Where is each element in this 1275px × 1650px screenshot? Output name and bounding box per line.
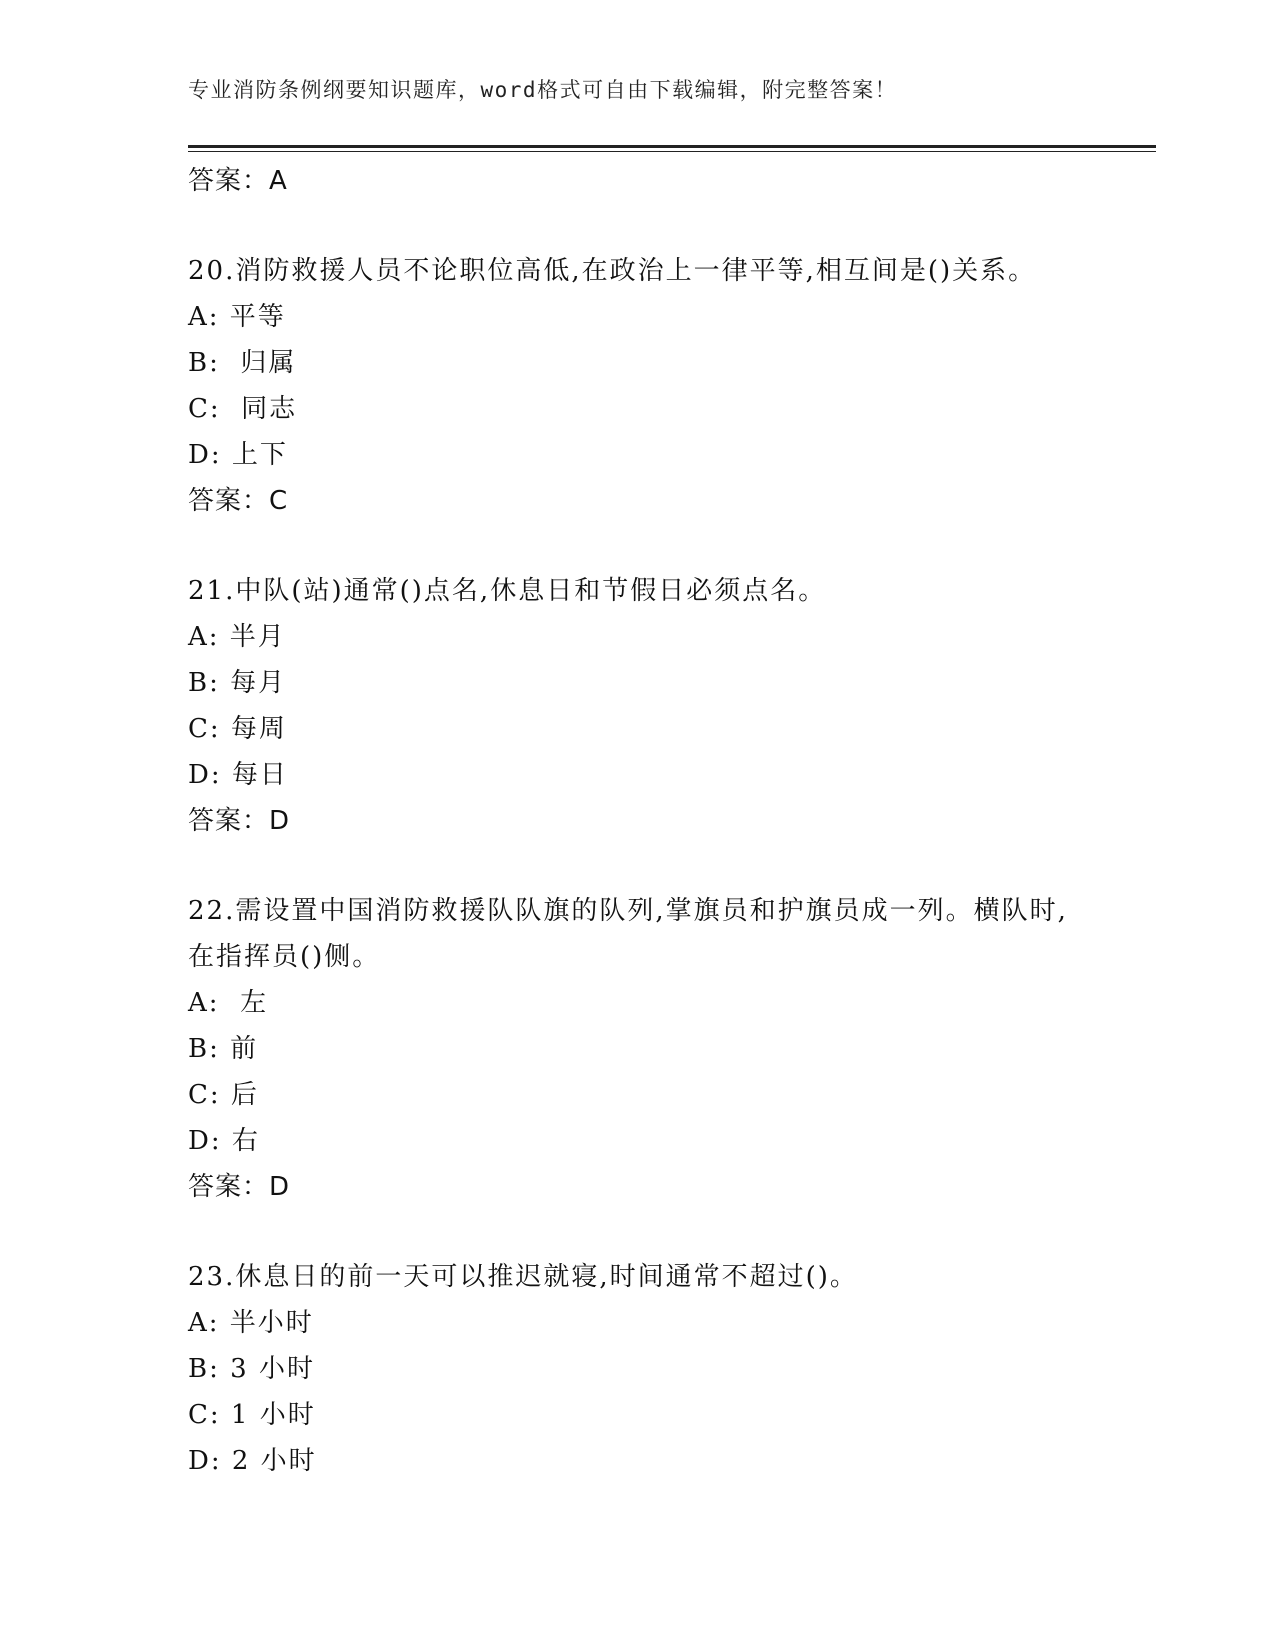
option-a: A: 半小时 [188,1308,314,1338]
option-c: C: 每周 [188,714,287,744]
header-rule-thick [188,145,1156,148]
option-a: A: 平等 [188,302,286,332]
option-d: D: 上下 [188,440,288,470]
question-block-20 [188,248,1156,524]
answer-line: 答案：C [188,486,289,516]
question-list [188,158,1156,1484]
option-b: B: 前 [188,1034,259,1064]
option-a: A: 左 [188,988,269,1018]
question-text: 21.中队(站)通常()点名,休息日和节假日必须点名。 [188,576,827,606]
option-d: D: 2 小时 [188,1446,317,1476]
option-a: A: 半月 [188,622,286,652]
option-d: D: 每日 [188,760,288,790]
question-text: 22.需设置中国消防救援队队旗的队列,掌旗员和护旗员成一列。横队时,在指挥员()侧。 [188,896,1068,972]
option-c: C: 后 [188,1080,259,1110]
option-b: B: 每月 [188,668,287,698]
answer-line: 答案：A [188,166,288,196]
header-rule-thin [188,151,1156,152]
option-b: B: 归属 [188,348,297,378]
document-header: 专业消防条例纲要知识题库，word格式可自由下载编辑，附完整答案！ [188,78,898,102]
option-c: C: 同志 [188,394,298,424]
option-d: D: 右 [188,1126,260,1156]
question-block-23 [188,1254,1156,1484]
answer-line: 答案：D [188,806,291,836]
option-b: B: 3 小时 [188,1354,315,1384]
option-c: C: 1 小时 [188,1400,316,1430]
question-text: 20.消防救援人员不论职位高低,在政治上一律平等,相互间是()关系。 [188,256,1037,286]
question-block-21 [188,568,1156,844]
answer-line: 答案：D [188,1172,291,1202]
question-text: 23.休息日的前一天可以推迟就寝,时间通常不超过()。 [188,1262,858,1292]
question-block-22 [188,888,1156,1210]
